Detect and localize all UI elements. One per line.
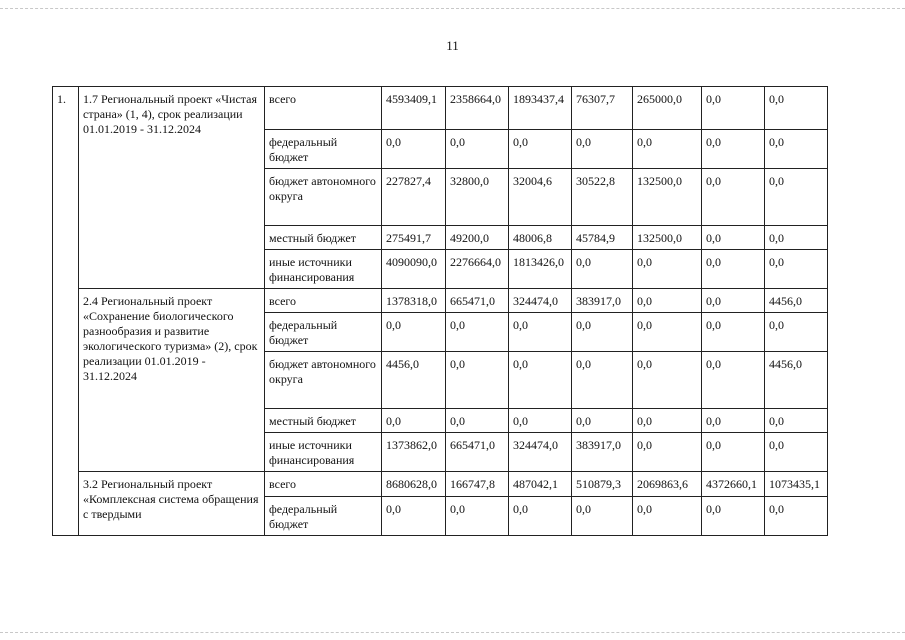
funding-source: местный бюджет xyxy=(265,226,382,250)
amount-cell: 0,0 xyxy=(509,313,572,352)
amount-cell: 45784,9 xyxy=(572,226,633,250)
amount-cell: 0,0 xyxy=(446,352,509,409)
amount-cell: 383917,0 xyxy=(572,289,633,313)
amount-cell: 0,0 xyxy=(702,313,765,352)
amount-cell: 0,0 xyxy=(633,409,702,433)
project-title: 2.4 Региональный проект «Сохранение биологического разнообразия и развитие экологического туризма» (2), срок реализации 01.01.2019 - 31.12.2024 xyxy=(79,289,265,472)
amount-cell: 0,0 xyxy=(572,409,633,433)
amount-cell: 0,0 xyxy=(633,433,702,472)
amount-cell: 0,0 xyxy=(572,352,633,409)
amount-cell: 0,0 xyxy=(765,433,828,472)
funding-source: федеральный бюджет xyxy=(265,497,382,536)
amount-cell: 0,0 xyxy=(572,250,633,289)
amount-cell: 4456,0 xyxy=(765,289,828,313)
amount-cell: 487042,1 xyxy=(509,472,572,497)
amount-cell: 4372660,1 xyxy=(702,472,765,497)
amount-cell: 8680628,0 xyxy=(382,472,446,497)
amount-cell: 0,0 xyxy=(702,226,765,250)
amount-cell: 0,0 xyxy=(702,250,765,289)
amount-cell: 48006,8 xyxy=(509,226,572,250)
amount-cell: 0,0 xyxy=(765,130,828,169)
amount-cell: 383917,0 xyxy=(572,433,633,472)
amount-cell: 0,0 xyxy=(509,497,572,536)
amount-cell: 0,0 xyxy=(633,352,702,409)
amount-cell: 1073435,1 xyxy=(765,472,828,497)
amount-cell: 0,0 xyxy=(765,169,828,226)
amount-cell: 0,0 xyxy=(633,313,702,352)
amount-cell: 1373862,0 xyxy=(382,433,446,472)
amount-cell: 2358664,0 xyxy=(446,87,509,130)
table-row xyxy=(53,87,828,130)
funding-table xyxy=(52,86,828,536)
amount-cell: 49200,0 xyxy=(446,226,509,250)
funding-source: федеральный бюджет xyxy=(265,130,382,169)
amount-cell: 0,0 xyxy=(382,497,446,536)
funding-source: бюджет автономного округа xyxy=(265,352,382,409)
amount-cell: 265000,0 xyxy=(633,87,702,130)
amount-cell: 324474,0 xyxy=(509,433,572,472)
amount-cell: 0,0 xyxy=(509,409,572,433)
amount-cell: 0,0 xyxy=(509,352,572,409)
amount-cell: 1813426,0 xyxy=(509,250,572,289)
amount-cell: 0,0 xyxy=(382,130,446,169)
funding-source: местный бюджет xyxy=(265,409,382,433)
amount-cell: 0,0 xyxy=(446,409,509,433)
amount-cell: 0,0 xyxy=(702,87,765,130)
amount-cell: 0,0 xyxy=(765,226,828,250)
funding-source: федеральный бюджет xyxy=(265,313,382,352)
amount-cell: 0,0 xyxy=(702,289,765,313)
funding-source: иные источники финансирования xyxy=(265,250,382,289)
amount-cell: 0,0 xyxy=(509,130,572,169)
amount-cell: 4593409,1 xyxy=(382,87,446,130)
amount-cell: 0,0 xyxy=(633,130,702,169)
funding-source: всего xyxy=(265,87,382,130)
amount-cell: 0,0 xyxy=(633,250,702,289)
amount-cell: 0,0 xyxy=(572,497,633,536)
amount-cell: 132500,0 xyxy=(633,169,702,226)
funding-source: бюджет автономного округа xyxy=(265,169,382,226)
funding-source: иные источники финансирования xyxy=(265,433,382,472)
amount-cell: 665471,0 xyxy=(446,433,509,472)
amount-cell: 0,0 xyxy=(702,497,765,536)
amount-cell: 665471,0 xyxy=(446,289,509,313)
page-number: 11 xyxy=(446,38,459,53)
amount-cell: 0,0 xyxy=(446,497,509,536)
table-body xyxy=(53,87,828,536)
amount-cell: 4456,0 xyxy=(765,352,828,409)
amount-cell: 275491,7 xyxy=(382,226,446,250)
amount-cell: 0,0 xyxy=(702,352,765,409)
amount-cell: 0,0 xyxy=(633,289,702,313)
table-row xyxy=(53,289,828,313)
amount-cell: 1893437,4 xyxy=(509,87,572,130)
bottom-scan-edge xyxy=(0,632,905,633)
amount-cell: 0,0 xyxy=(446,130,509,169)
amount-cell: 0,0 xyxy=(446,313,509,352)
amount-cell: 166747,8 xyxy=(446,472,509,497)
amount-cell: 30522,8 xyxy=(572,169,633,226)
amount-cell: 0,0 xyxy=(702,130,765,169)
amount-cell: 76307,7 xyxy=(572,87,633,130)
amount-cell: 0,0 xyxy=(765,497,828,536)
project-title: 3.2 Региональный проект «Комплексная система обращения с твердыми xyxy=(79,472,265,536)
amount-cell: 32004,6 xyxy=(509,169,572,226)
amount-cell: 0,0 xyxy=(572,313,633,352)
amount-cell: 0,0 xyxy=(765,250,828,289)
amount-cell: 0,0 xyxy=(765,409,828,433)
amount-cell: 324474,0 xyxy=(509,289,572,313)
amount-cell: 2276664,0 xyxy=(446,250,509,289)
amount-cell: 4456,0 xyxy=(382,352,446,409)
amount-cell: 0,0 xyxy=(702,433,765,472)
amount-cell: 32800,0 xyxy=(446,169,509,226)
amount-cell: 1378318,0 xyxy=(382,289,446,313)
project-title: 1.7 Региональный проект «Чистая страна» (1, 4), срок реализации 01.01.2019 - 31.12.2024 xyxy=(79,87,265,289)
amount-cell: 0,0 xyxy=(765,313,828,352)
amount-cell: 0,0 xyxy=(702,409,765,433)
amount-cell: 510879,3 xyxy=(572,472,633,497)
top-scan-edge xyxy=(0,8,905,9)
amount-cell: 0,0 xyxy=(633,497,702,536)
amount-cell: 4090090,0 xyxy=(382,250,446,289)
amount-cell: 227827,4 xyxy=(382,169,446,226)
amount-cell: 2069863,6 xyxy=(633,472,702,497)
amount-cell: 0,0 xyxy=(765,87,828,130)
row-number: 1. xyxy=(53,87,79,536)
amount-cell: 0,0 xyxy=(702,169,765,226)
amount-cell: 0,0 xyxy=(382,409,446,433)
amount-cell: 0,0 xyxy=(572,130,633,169)
amount-cell: 0,0 xyxy=(382,313,446,352)
funding-source: всего xyxy=(265,472,382,497)
table-row xyxy=(53,472,828,497)
funding-source: всего xyxy=(265,289,382,313)
amount-cell: 132500,0 xyxy=(633,226,702,250)
